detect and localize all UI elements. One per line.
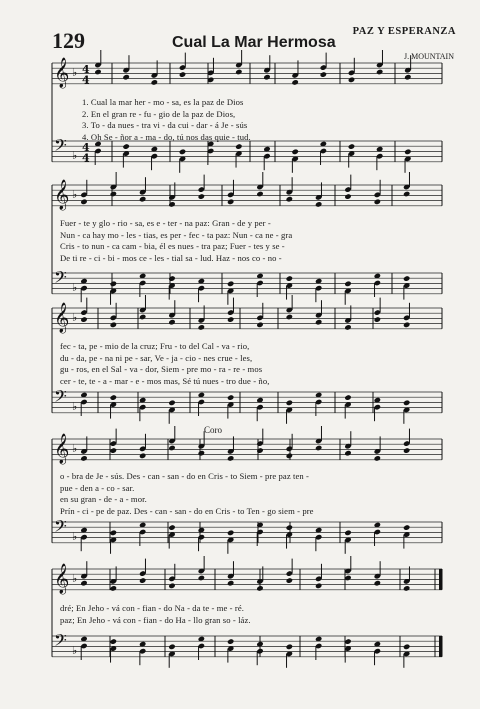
note-head bbox=[235, 69, 242, 75]
note-head bbox=[344, 450, 351, 456]
flat-key-signature-icon: ♭ bbox=[72, 281, 78, 294]
note-head bbox=[344, 530, 351, 536]
lyric-line: en su gran - de - a - mor. bbox=[60, 494, 147, 504]
flat-key-signature-icon: ♭ bbox=[72, 572, 78, 585]
note-head bbox=[179, 149, 186, 155]
bass-clef-icon: 𝄢 bbox=[54, 267, 67, 291]
note-head bbox=[315, 201, 322, 207]
note-head bbox=[256, 585, 263, 591]
note-head bbox=[94, 69, 101, 75]
note-head bbox=[256, 447, 263, 453]
note-head bbox=[291, 79, 298, 85]
note-head bbox=[227, 394, 234, 400]
note-head bbox=[286, 577, 293, 583]
note-head bbox=[227, 316, 234, 322]
note-head bbox=[315, 319, 322, 325]
note-head bbox=[374, 316, 381, 322]
note-head bbox=[286, 275, 293, 281]
note-head bbox=[80, 199, 87, 205]
lyric-line: gu - ros, en el Sal - va - dor, Siem - pre mo - ra - re - mos bbox=[60, 364, 263, 374]
flat-key-signature-icon: ♭ bbox=[72, 400, 78, 413]
final-barline bbox=[439, 569, 442, 590]
lyric-line: 2. En el gran re - fu - gio de la paz de Dios, bbox=[82, 108, 236, 119]
note-head bbox=[110, 191, 117, 197]
note-head bbox=[110, 447, 117, 453]
note-head bbox=[404, 74, 411, 80]
note-head bbox=[168, 524, 175, 530]
lyric-line: 1. Cual la mar her - mo - sa, es la paz de Dios bbox=[82, 97, 244, 107]
flat-key-signature-icon: ♭ bbox=[72, 66, 78, 79]
note-head bbox=[179, 71, 186, 77]
flat-key-signature-icon: ♭ bbox=[72, 311, 78, 324]
treble-clef-icon: 𝄞 bbox=[54, 434, 70, 464]
flat-key-signature-icon: ♭ bbox=[72, 149, 78, 162]
lyric-line: pue - den a - co - sar. bbox=[60, 482, 135, 493]
note-head bbox=[291, 149, 298, 155]
note-head bbox=[198, 193, 205, 199]
bass-clef-icon: 𝄢 bbox=[54, 630, 67, 654]
note-head bbox=[286, 196, 293, 202]
treble-clef-icon: 𝄞 bbox=[54, 564, 70, 594]
note-head bbox=[80, 455, 87, 461]
note-head bbox=[110, 530, 117, 536]
note-head bbox=[168, 400, 175, 406]
note-head bbox=[122, 143, 129, 149]
note-head bbox=[403, 644, 410, 650]
note-head bbox=[374, 580, 381, 586]
note-head bbox=[122, 74, 129, 80]
coro-label: Coro bbox=[204, 425, 222, 435]
time-signature: 4 bbox=[82, 63, 90, 76]
note-head bbox=[139, 196, 146, 202]
note-head bbox=[256, 191, 263, 197]
note-head bbox=[168, 275, 175, 281]
final-barline bbox=[439, 636, 442, 657]
note-head bbox=[227, 281, 234, 287]
note-head bbox=[110, 394, 117, 400]
treble-clef-icon: 𝄞 bbox=[54, 180, 70, 210]
note-head bbox=[168, 644, 175, 650]
lyric-line: dré; En Jeho - vá con - fian - do Na - da te - me - ré. bbox=[60, 603, 244, 613]
note-head bbox=[344, 394, 351, 400]
note-head bbox=[348, 143, 355, 149]
flat-key-signature-icon: ♭ bbox=[72, 644, 78, 657]
note-head bbox=[403, 447, 410, 453]
note-head bbox=[403, 275, 410, 281]
note-head bbox=[344, 324, 351, 330]
lyric-line: paz; En Jeho - vá con - fian - do Ha - llo gran so - láz. bbox=[60, 614, 251, 625]
note-head bbox=[198, 324, 205, 330]
note-head bbox=[139, 577, 146, 583]
hymn-number: 129 bbox=[52, 28, 85, 53]
note-head bbox=[286, 524, 293, 530]
lyric-line: Fuer - te y glo - rio - sa, es e - ter - na paz: Gran - de y per - bbox=[60, 218, 271, 228]
lyric-line: De ti re - ci - bi - mos ce - les - tial sa - lud. Haz - nos co - no - bbox=[60, 252, 282, 263]
note-head bbox=[227, 638, 234, 644]
flat-key-signature-icon: ♭ bbox=[72, 442, 78, 455]
note-head bbox=[286, 400, 293, 406]
note-head bbox=[403, 322, 410, 328]
lyric-line: 3. To - da nues - tra vi - da cui - dar - á Je - sús bbox=[82, 120, 248, 130]
lyric-line: fec - ta, pe - mio de la cruz; Fru - to del Cal - va - rio, bbox=[60, 341, 250, 351]
bass-clef-icon: 𝄢 bbox=[54, 386, 67, 410]
note-head bbox=[227, 580, 234, 586]
note-head bbox=[286, 453, 293, 459]
note-head bbox=[151, 79, 158, 85]
bass-clef-icon: 𝄢 bbox=[54, 135, 67, 159]
treble-clef-icon: 𝄞 bbox=[54, 303, 70, 333]
note-head bbox=[286, 314, 293, 320]
note-head bbox=[315, 445, 322, 451]
lyric-line: o - bra de Je - sús. Des - can - san - do en Cris - to Siem - pre paz ten - bbox=[60, 471, 310, 481]
note-head bbox=[168, 319, 175, 325]
lyric-line: cer - te, te - a - mar - e - mos mas, Sé tú nues - tro due - ño, bbox=[60, 375, 270, 386]
note-head bbox=[80, 316, 87, 322]
lyric-line: du - da, pe - na ni pe - sar, Ve - ja - cio - nes crue - les, bbox=[60, 352, 253, 363]
note-head bbox=[110, 281, 117, 287]
note-head bbox=[404, 149, 411, 155]
note-head bbox=[403, 585, 410, 591]
note-head bbox=[227, 199, 234, 205]
composer-credit: J. MOUNTAIN bbox=[403, 52, 454, 61]
time-signature: 4 bbox=[82, 73, 90, 87]
flat-key-signature-icon: ♭ bbox=[72, 188, 78, 201]
note-head bbox=[263, 74, 270, 80]
time-signature: 4 bbox=[82, 151, 90, 165]
note-head bbox=[256, 322, 263, 328]
note-head bbox=[286, 644, 293, 650]
note-head bbox=[403, 524, 410, 530]
note-head bbox=[235, 143, 242, 149]
note-head bbox=[403, 400, 410, 406]
hymn-title: Cual La Mar Hermosa bbox=[172, 34, 336, 51]
time-signature: 4 bbox=[82, 141, 90, 154]
note-head bbox=[344, 281, 351, 287]
note-head bbox=[168, 201, 175, 207]
lyric-line: 4. Oh Se - ñor a - ma - do, tú nos das quie - tud. bbox=[82, 131, 251, 142]
bass-clef-icon: 𝄢 bbox=[54, 516, 67, 540]
note-head bbox=[80, 580, 87, 586]
note-head bbox=[139, 453, 146, 459]
note-head bbox=[374, 199, 381, 205]
note-head bbox=[348, 77, 355, 83]
note-head bbox=[227, 455, 234, 461]
note-head bbox=[139, 314, 146, 320]
note-head bbox=[227, 530, 234, 536]
lyric-line: Cris - to nun - ca cam - bia, él es nues - tra paz; Fuer - tes y se - bbox=[60, 241, 285, 251]
note-head bbox=[344, 193, 351, 199]
treble-clef-icon: 𝄞 bbox=[54, 58, 70, 88]
note-head bbox=[168, 583, 175, 589]
note-head bbox=[110, 585, 117, 591]
note-head bbox=[198, 450, 205, 456]
lyric-line: Nun - ca hay mo - les - tias, es per - fec - ta paz: Nun - ca ne - gra bbox=[60, 229, 293, 240]
flat-key-signature-icon: ♭ bbox=[72, 530, 78, 543]
note-head bbox=[198, 575, 205, 581]
note-head bbox=[320, 71, 327, 77]
section-heading: PAZ Y ESPERANZA bbox=[352, 26, 456, 37]
note-head bbox=[168, 445, 175, 451]
note-head bbox=[403, 191, 410, 197]
note-head bbox=[110, 322, 117, 328]
lyric-line: Prín - ci - pe de paz. Des - can - san - do en Cris - to Ten - go siem - pre bbox=[60, 505, 314, 516]
note-head bbox=[374, 455, 381, 461]
note-head bbox=[110, 638, 117, 644]
note-head bbox=[376, 69, 383, 75]
note-head bbox=[315, 583, 322, 589]
